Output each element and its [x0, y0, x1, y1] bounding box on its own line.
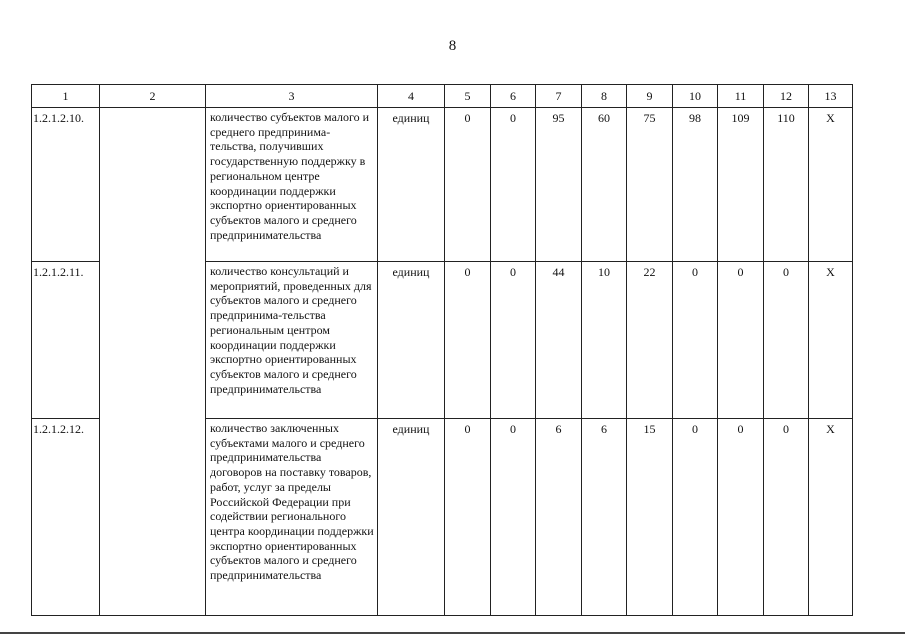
indicator-description: количество консультаций и мероприятий, проведенных для субъектов малого и среднего предпринима-тельства региональным центром координации поддержки экспортно ориентированных субъектов малого и среднего предпринимательства	[206, 262, 378, 419]
header-cell: 11	[718, 85, 764, 108]
value-cell: 0	[445, 262, 491, 419]
header-row	[32, 85, 853, 108]
value-cell: 0	[718, 419, 764, 616]
header-cell: 8	[582, 85, 627, 108]
value-cell: 0	[764, 262, 809, 419]
header-cell: 4	[378, 85, 445, 108]
value-cell: X	[809, 262, 853, 419]
indicator-code: 1.2.1.2.11.	[32, 262, 100, 419]
indicator-table	[31, 84, 853, 616]
value-cell: 10	[582, 262, 627, 419]
value-cell: X	[809, 108, 853, 262]
indicator-code: 1.2.1.2.12.	[32, 419, 100, 616]
unit-cell: единиц	[378, 108, 445, 262]
value-cell: 95	[536, 108, 582, 262]
value-cell: 110	[764, 108, 809, 262]
value-cell: 109	[718, 108, 764, 262]
header-cell: 12	[764, 85, 809, 108]
value-cell: 0	[673, 419, 718, 616]
value-cell: 44	[536, 262, 582, 419]
value-cell: 75	[627, 108, 673, 262]
header-cell: 2	[100, 85, 206, 108]
page-number: 8	[448, 38, 457, 54]
table-row	[32, 108, 853, 262]
header-cell: 7	[536, 85, 582, 108]
value-cell: 0	[491, 262, 536, 419]
header-cell: 10	[673, 85, 718, 108]
unit-cell: единиц	[378, 262, 445, 419]
header-cell: 5	[445, 85, 491, 108]
value-cell: 0	[491, 108, 536, 262]
value-cell: 0	[491, 419, 536, 616]
scan-edge-line	[0, 632, 905, 634]
value-cell: 15	[627, 419, 673, 616]
value-cell: 0	[445, 108, 491, 262]
value-cell: 98	[673, 108, 718, 262]
indicator-description: количество заключенных субъектами малого и среднего предпринимательства договоров на поставку товаров, работ, услуг за пределы Российской Федерации при содействии регионального центра координации поддержки экспортно ориентированных субъектов малого и среднего предпринимательства	[206, 419, 378, 616]
value-cell: 0	[718, 262, 764, 419]
value-cell: 0	[673, 262, 718, 419]
header-cell: 3	[206, 85, 378, 108]
header-cell: 6	[491, 85, 536, 108]
unit-cell: единиц	[378, 419, 445, 616]
value-cell: 60	[582, 108, 627, 262]
column-2-cell	[100, 108, 206, 616]
value-cell: 22	[627, 262, 673, 419]
value-cell: 6	[536, 419, 582, 616]
indicator-description: количество субъектов малого и среднего предпринима-тельства, получивших государственную поддержку в региональном центре координации поддержки экспортно ориентированных субъектов малого и среднего предпринимательства	[206, 108, 378, 262]
header-cell: 13	[809, 85, 853, 108]
indicator-code: 1.2.1.2.10.	[32, 108, 100, 262]
value-cell: X	[809, 419, 853, 616]
value-cell: 6	[582, 419, 627, 616]
header-cell: 9	[627, 85, 673, 108]
header-cell: 1	[32, 85, 100, 108]
value-cell: 0	[764, 419, 809, 616]
value-cell: 0	[445, 419, 491, 616]
